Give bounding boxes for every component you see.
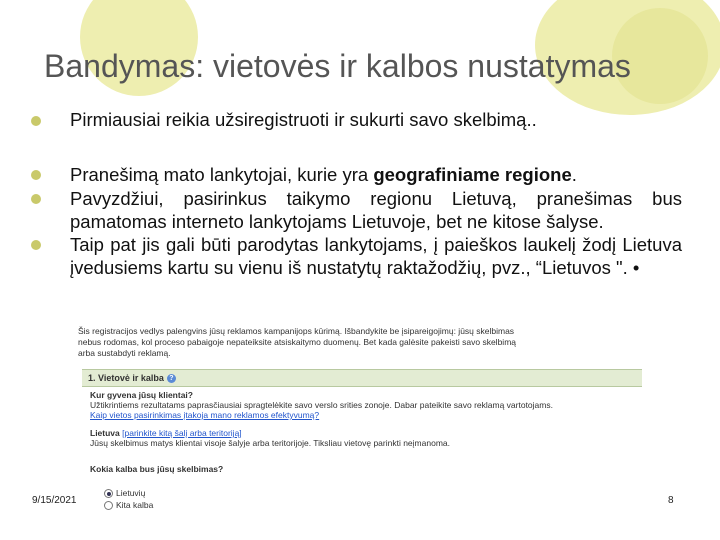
slide-title: Bandymas: vietovės ir kalbos nustatymas <box>44 48 631 84</box>
bullet-text-3: Pavyzdžiui, pasirinkus taikymo regionu Lietuvą, pranešimas bus pamatomas interneto lankytojams Lietuvoje, bet ne kitose šalyse. <box>70 188 682 232</box>
question-location-text: Užtikrintiems rezultatams paprasčiausiai spragtelėkite savo verslo srities zonoje. Dabar pateikite savo reklamą vartotojams. <box>90 400 553 410</box>
wizard-intro: Šis registracijos vedlys palengvins jūsų reklamos kampanijops kūrimą. Išbandykite be įsipareigojimų: jūsų skelbimas nebus rodomas, kol proceso pabaigoje nepateiksite atsiskaitymo duomenų. Bet kada galėsite pakeisti savo skelbimą arba sustabdyti reklamą. <box>78 326 516 358</box>
section-title: 1. Vietovė ir kalba ? <box>88 373 176 383</box>
slide-page-number: 8 <box>668 495 674 506</box>
radio-lang-other[interactable] <box>104 501 113 510</box>
radio-lang-lt[interactable] <box>104 489 113 498</box>
help-icon[interactable]: ? <box>167 374 176 383</box>
bullet-dot <box>31 240 41 250</box>
bullet-dot <box>31 194 41 204</box>
bullet-dot <box>31 170 41 180</box>
bullet-dot <box>31 116 41 126</box>
bullet-text-4: Taip pat jis gali būti parodytas lankytojams, į paieškos laukelį žodį Lietuva įvedusiems kartu su vienu iš nustatytų raktažodžių, pvz., “Lietuvos ". • <box>70 234 682 278</box>
radio-label-lt: Lietuvių <box>116 488 146 498</box>
bullet-text-2: Pranešimą mato lankytojai, kurie yra geografiniame regione. <box>70 164 577 185</box>
question-location: Kur gyvena jūsų klientai? <box>90 390 193 400</box>
country-note: Jūsų skelbimus matys klientai visoje šalyje arba teritorijoje. Tiksliau vietovę parinkti neįmanoma. <box>90 438 450 448</box>
embedded-screenshot <box>72 320 590 525</box>
bullet-text-1: Pirmiausiai reikia užsiregistruoti ir sukurti savo skelbimą.. <box>70 109 537 130</box>
change-country-link[interactable]: [parinkite kitą šalį arba teritoriją] <box>122 428 242 438</box>
selected-country: Lietuva <box>90 428 120 438</box>
slide-date: 9/15/2021 <box>32 495 77 506</box>
radio-label-other: Kita kalba <box>116 500 154 510</box>
location-help-link[interactable]: Kaip vietos pasirinkimas įtakoja mano reklamos efektyvumą? <box>90 410 320 420</box>
bullet-bold-phrase: geografiniame regione <box>373 164 572 185</box>
question-language: Kokia kalba bus jūsų skelbimas? <box>90 464 224 474</box>
section-header <box>82 369 642 387</box>
